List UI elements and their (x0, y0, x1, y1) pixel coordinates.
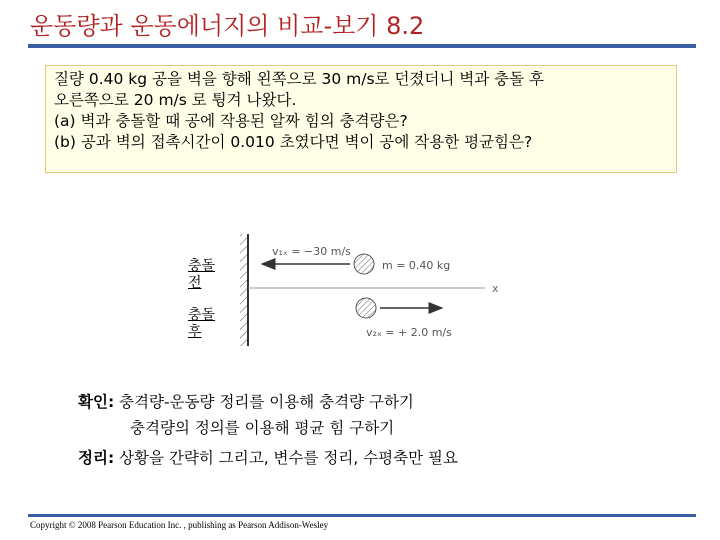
wall-hatching (240, 234, 248, 346)
before-label-line-2: 전 (188, 275, 202, 291)
slide-title: 운동량과 운동에너지의 비교-보기 8.2 (30, 12, 425, 40)
check-section (78, 390, 414, 412)
check-line-2: 충격량의 정의를 이용해 평균 힘 구하기 (130, 419, 395, 437)
problem-line-2: 오른쪽으로 20 m/s 로 튕겨 나왔다. (54, 91, 297, 109)
collision-diagram (180, 228, 520, 358)
title-divider (28, 44, 696, 48)
check-heading: 확인: (78, 393, 115, 411)
mass-label: m = 0.40 kg (382, 259, 451, 272)
summary-heading: 정리: (78, 449, 115, 467)
before-label-line-1: 충돌 (188, 258, 216, 274)
problem-box (45, 65, 677, 173)
check-line-2-row (130, 416, 394, 438)
velocity-before-label: v₁ₓ = −30 m/s (272, 245, 351, 258)
ball-after (356, 298, 376, 318)
problem-line-4: (b) 공과 벽의 접촉시간이 0.010 초였다면 벽이 공에 작용한 평균힘은? (54, 133, 533, 151)
after-label-line-2: 후 (188, 324, 202, 340)
copyright-footer: Copyright © 2008 Pearson Education Inc. , publishing as Pearson Addison-Wesley (30, 520, 329, 530)
x-axis-label: x (492, 282, 499, 295)
problem-line-1: 질량 0.40 kg 공을 벽을 향해 왼쪽으로 30 m/s로 던졌더니 벽과 충돌 후 (54, 70, 544, 88)
check-line-1: 충격량-운동량 정리를 이용해 충격량 구하기 (114, 393, 414, 411)
after-label-line-1: 충돌 (188, 307, 216, 323)
velocity-after-label: v₂ₓ = + 2.0 m/s (366, 326, 452, 339)
ball-before (354, 254, 374, 274)
summary-text: 상황을 간략히 그리고, 변수를 정리, 수평축만 필요 (114, 449, 458, 467)
summary-section (78, 446, 458, 468)
problem-line-3: (a) 벽과 충돌할 때 공에 작용된 알짜 힘의 충격량은? (54, 112, 408, 130)
footer-divider (28, 514, 696, 517)
